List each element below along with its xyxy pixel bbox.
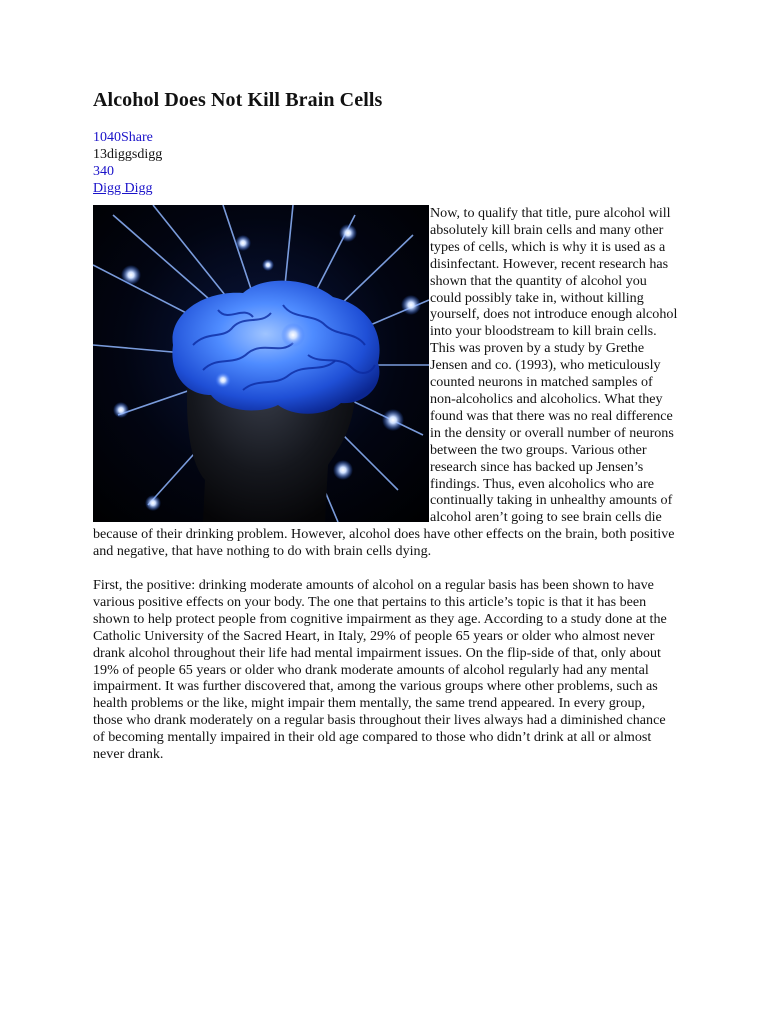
brain-image <box>93 205 429 522</box>
paragraph-2: First, the positive: drinking moderate amounts of alcohol on a regular basis has been shown to have various positive effects on your body. The one that pertains to this article’s topic is that it has been shown to help protect people from cognitive impairment as they age. According to a study done at the Catholic University of the Sacred Heart, in Italy, 29% of people 65 years or older who almost never drank alcohol throughout their life had mental impairment issues. On the flip-side of that, only about 19% of people 65 years or older who drank moderate amounts of alcohol regularly had any mental impairment. It was further discovered that, among the various groups where other problems, such as health problems or the like, might impair them mentally, the same trend appeared. In every group, those who drank moderately on a regular basis throughout their lives always had a diminished chance of becoming mentally impaired in their old age compared to those who didn’t drink at all or almost never drank. <box>93 577 667 763</box>
share-link[interactable]: 1040Share <box>93 130 153 145</box>
glowing-brain-icon <box>93 205 429 522</box>
article <box>93 86 678 763</box>
paragraph-1: Now, to qualify that title, pure alcohol will absolutely kill brain cells and many other types of cells, which is why it is used as a disinfectant. However, recent research has shown that the quantity of alcohol you could possibly take in, without killing yourself, does not introduce enough alcohol into your bloodstream to kill brain cells. This was proven by a study by Grethe Jensen and co. (1993), who meticulously counted neurons in matched samples of non-alcoholics and alcoholics. What they found was that there was no real difference in the density or overall number of neurons between the two groups. Various other research since has backed up Jensen’s findings. Thus, even alcoholics who are continually taking in unhealthy amounts of alcohol aren’t going to see brain cells die because of their drinking problem. However, alcohol does have other effects on the brain, both positive and negative, that have nothing to do with brain cells dying. <box>93 205 678 560</box>
article-title: Alcohol Does Not Kill Brain Cells <box>93 89 383 111</box>
diggs-count-text: 13diggsdigg <box>93 147 163 162</box>
digg-link[interactable]: Digg Digg <box>93 181 153 196</box>
count-link[interactable]: 340 <box>93 164 114 179</box>
article-body-first <box>93 205 678 560</box>
share-links <box>93 129 678 197</box>
